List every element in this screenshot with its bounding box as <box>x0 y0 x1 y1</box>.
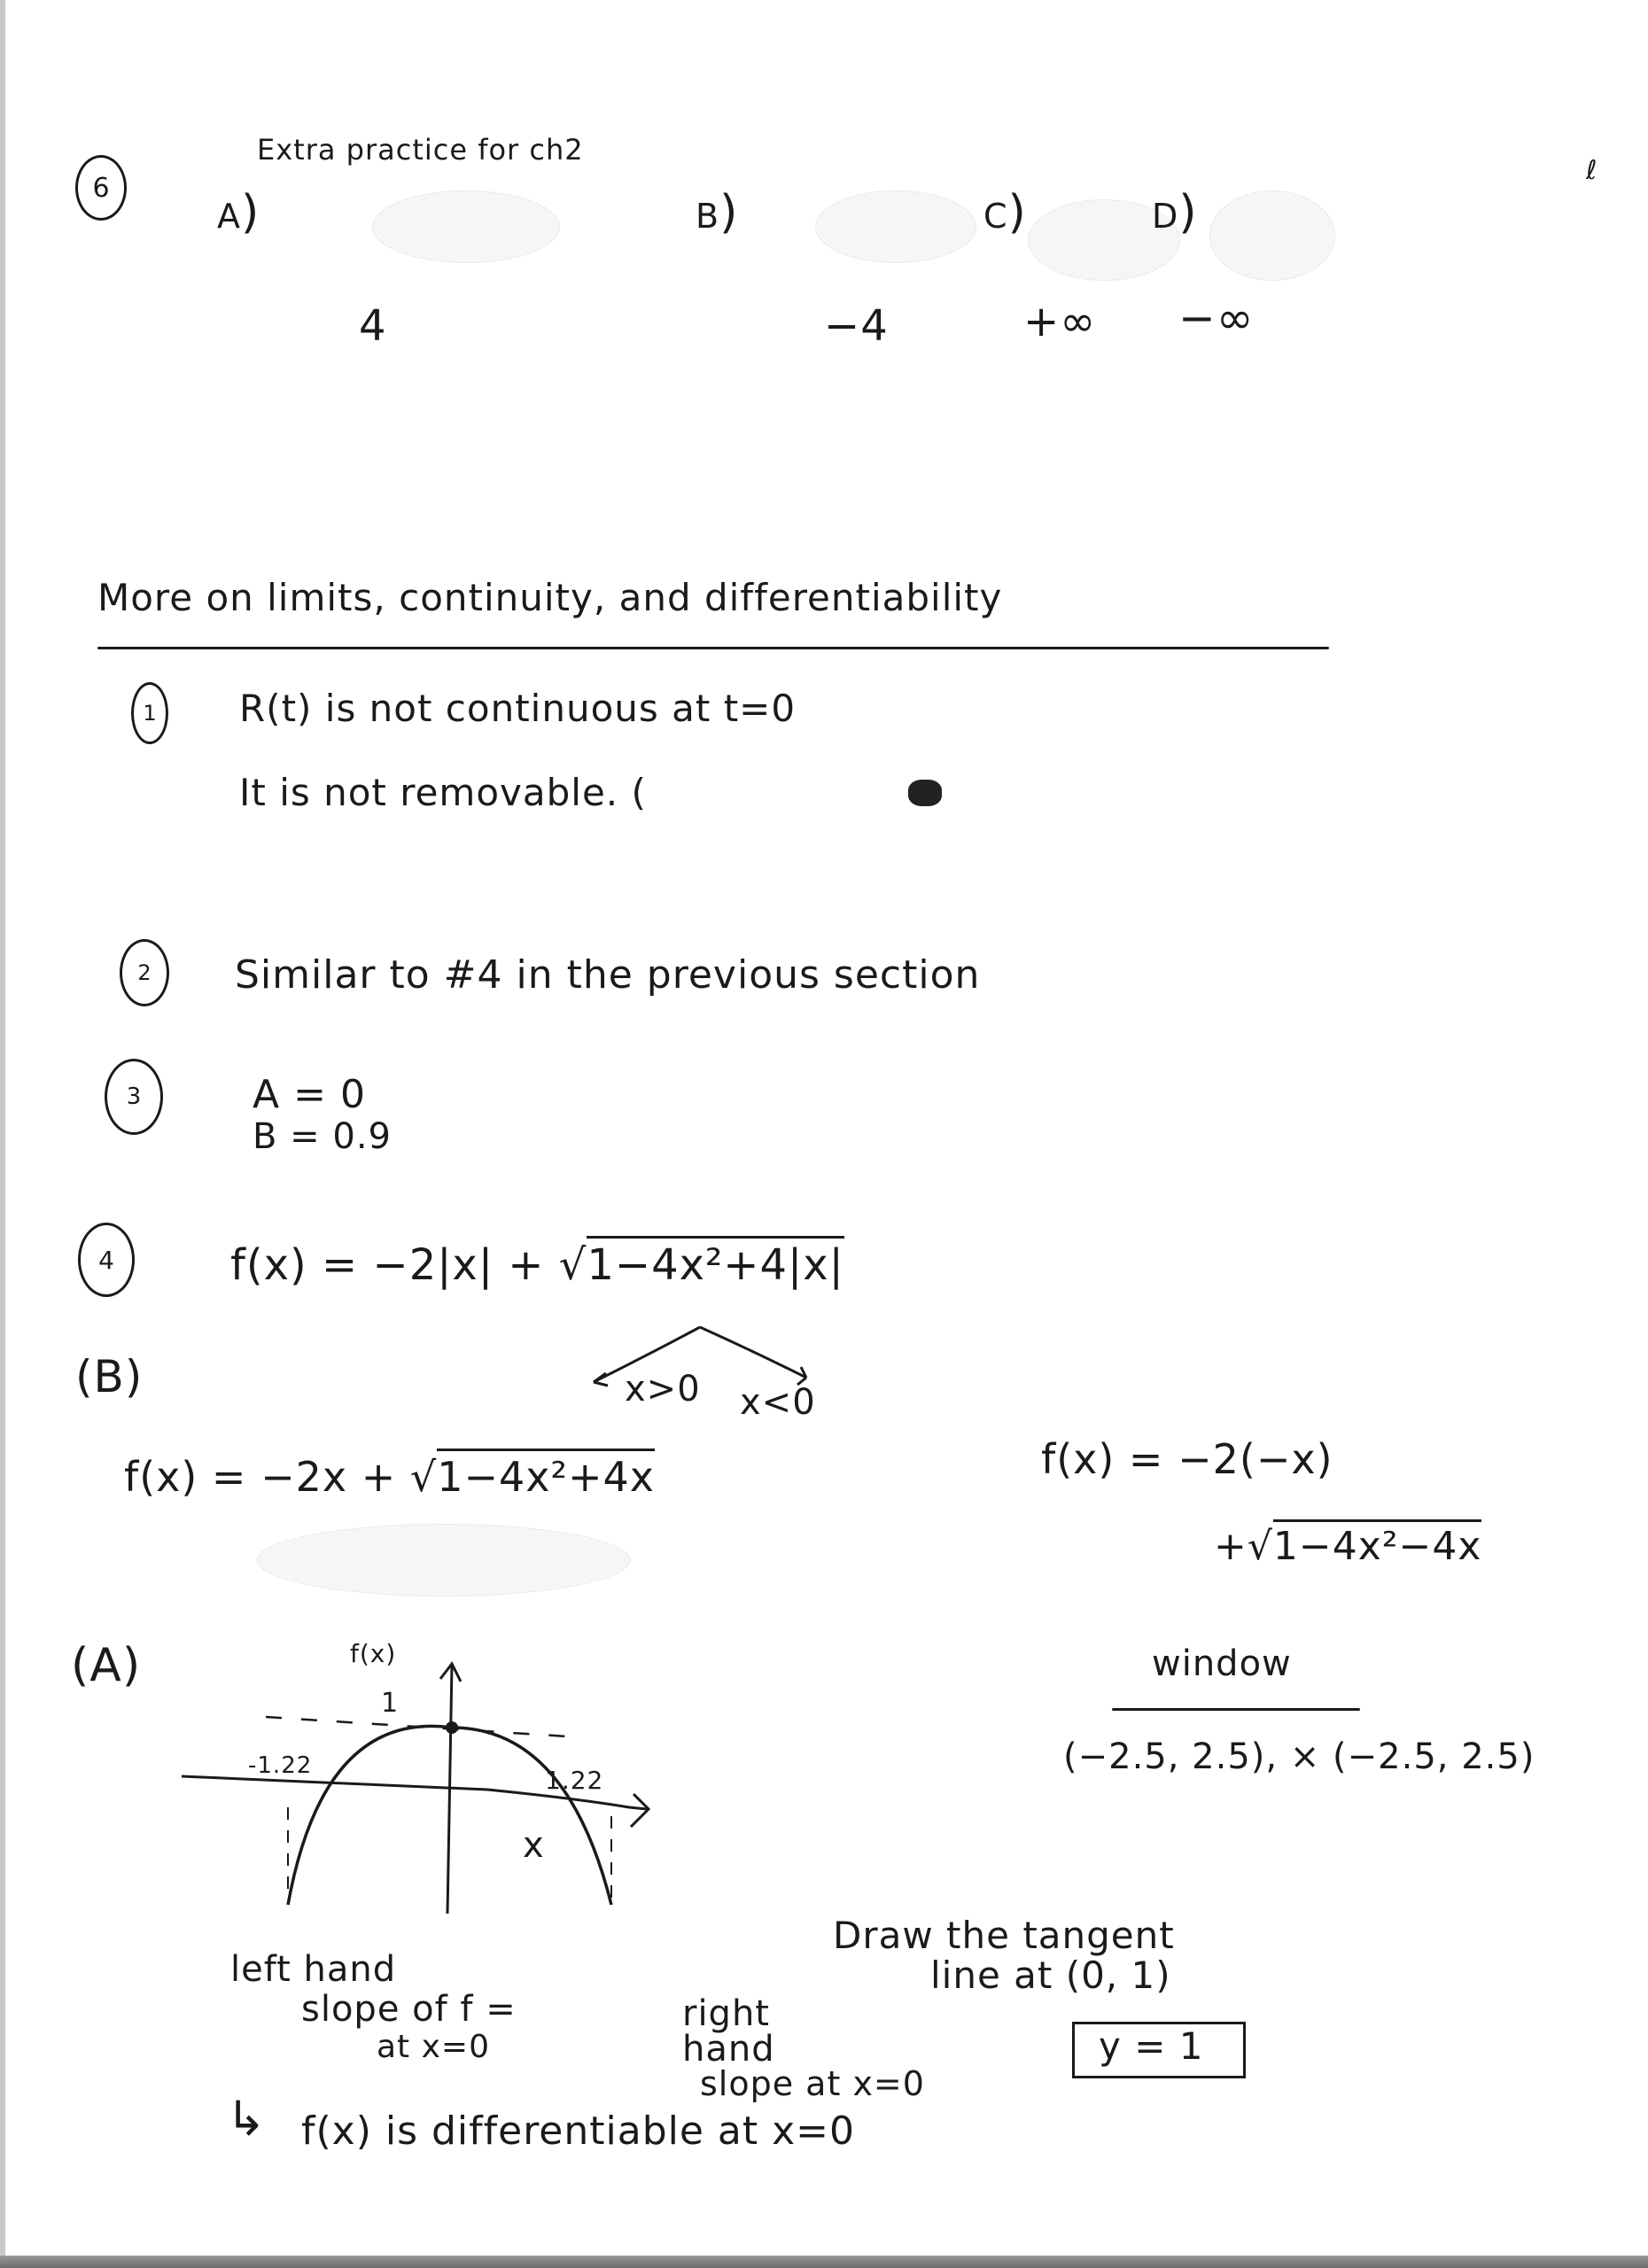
option-a-value: 4 <box>359 301 387 351</box>
item-number-3: 3 <box>105 1059 163 1135</box>
case-x-positive: x>0 <box>625 1369 701 1410</box>
case-x-negative: x<0 <box>740 1382 816 1423</box>
option-d-label: D) <box>1152 186 1198 239</box>
x-axis-label: x <box>523 1825 545 1866</box>
item-number-1: 1 <box>131 682 168 744</box>
scan-edge <box>0 2256 1648 2268</box>
option-c-value: +∞ <box>1023 297 1097 346</box>
erased-mark <box>372 190 560 263</box>
section-title: More on limits, continuity, and differentiability <box>97 576 1003 619</box>
q3-a-value: A = 0 <box>253 1072 366 1117</box>
part-a-label: (A) <box>71 1639 142 1692</box>
x-tick-pos-1-22: 1.22 <box>545 1766 604 1795</box>
question-number-6 <box>75 155 127 221</box>
y-axis-label: f(x) <box>350 1639 397 1668</box>
part-b-label: (B) <box>75 1351 144 1402</box>
option-c-label: C) <box>983 186 1027 239</box>
function-graph-sketch <box>133 1639 806 1931</box>
window-value: (−2.5, 2.5), × (−2.5, 2.5) <box>1063 1736 1535 1777</box>
q4-function: f(x) = −2|x| + √1−4x²+4|x| <box>230 1240 844 1290</box>
right-hand-slope: slope at x=0 <box>700 2064 925 2103</box>
tangent-answer: y = 1 <box>1099 2024 1204 2068</box>
window-label: window <box>1152 1643 1292 1684</box>
erased-mark <box>815 190 976 263</box>
left-hand-slope: slope of f = <box>301 1989 517 2030</box>
q1-statement: R(t) is not continuous at t=0 <box>239 687 797 730</box>
scan-edge <box>0 0 5 2268</box>
page-title: Extra practice for ch2 <box>257 133 584 167</box>
right-hand-label-1: right <box>682 1993 770 2034</box>
y-tick-1: 1 <box>381 1688 400 1719</box>
q1-removable-note: It is not removable. ( <box>239 771 647 814</box>
tangent-instruction-line2: line at (0, 1) <box>930 1953 1171 1997</box>
negative-case-function-line2: +√1−4x²−4x <box>1214 1524 1481 1569</box>
negative-case-function-line1: f(x) = −2(−x) <box>1041 1435 1333 1483</box>
left-hand-label: left hand <box>230 1949 397 1990</box>
left-hand-at-zero: at x=0 <box>377 2029 490 2065</box>
q3-b-value: B = 0.9 <box>253 1116 392 1157</box>
y-axis <box>447 1666 452 1914</box>
option-b-label: B) <box>696 186 739 239</box>
q2-text: Similar to #4 in the previous section <box>235 952 981 998</box>
corner-mark: ℓ <box>1586 155 1598 186</box>
x-tick-neg-1-22: -1.22 <box>248 1752 313 1779</box>
item-number-2: 2 <box>120 939 169 1006</box>
erased-mark <box>1209 190 1335 281</box>
right-hand-label-2: hand <box>682 2029 775 2070</box>
section-title-underline <box>97 647 1329 649</box>
item-number-4: 4 <box>78 1223 135 1297</box>
window-underline <box>1112 1708 1360 1711</box>
dashed-line-y1 <box>266 1717 567 1736</box>
option-d-value: −∞ <box>1178 292 1255 344</box>
positive-case-function: f(x) = −2x + √1−4x²+4x <box>124 1453 655 1501</box>
option-b-value: −4 <box>824 301 889 351</box>
question-number-label: 6 <box>92 172 110 204</box>
x-axis-arrow-icon <box>631 1794 649 1827</box>
conclusion-text: f(x) is differentiable at x=0 <box>301 2109 856 2154</box>
vertex-point <box>446 1721 458 1734</box>
conclusion-arrow-icon: ↳ <box>226 2091 268 2147</box>
erased-mark <box>257 1524 631 1596</box>
tangent-instruction-line1: Draw the tangent <box>833 1914 1175 1957</box>
scribble-mark <box>908 780 942 806</box>
option-a-label: A) <box>217 186 260 239</box>
